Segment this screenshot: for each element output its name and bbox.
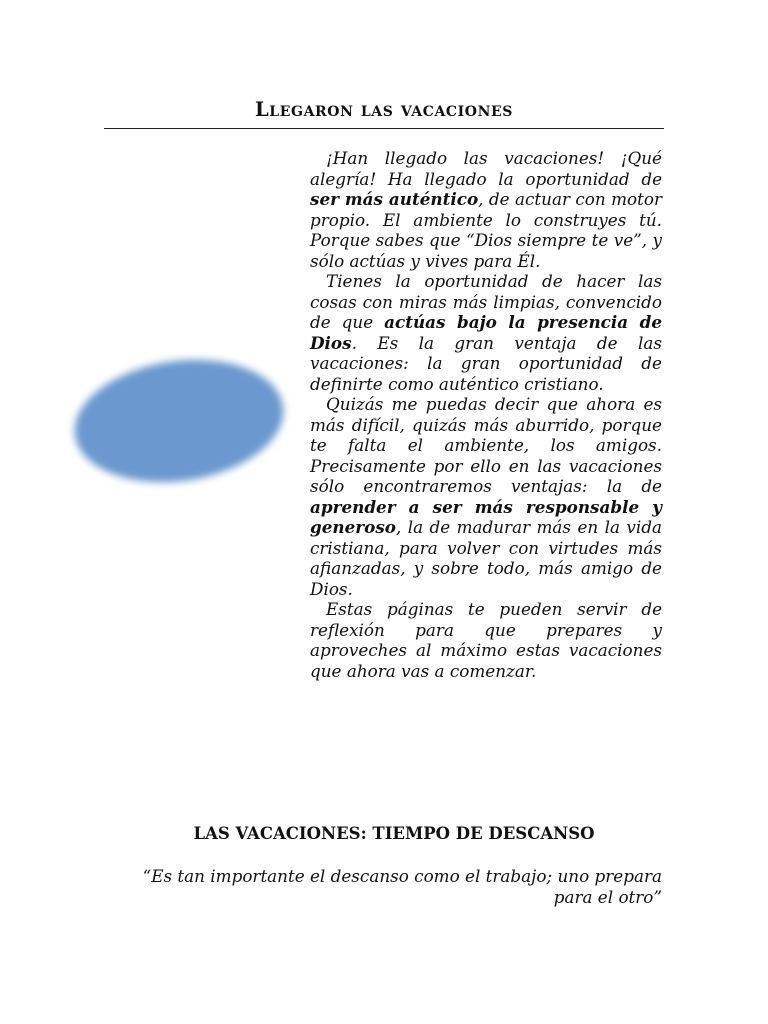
blue-blob-decoration (67, 347, 292, 495)
paragraph-1-run-1: ¡Han llegado las vacaciones! ¡Qué alegría! Ha llegado la oportunidad de (310, 148, 662, 189)
page-title (104, 95, 664, 125)
paragraph-3-bold-run: aprender a ser más responsable y generoso (310, 496, 662, 537)
paragraph-4 (310, 599, 662, 681)
paragraph-2-bold-run: actúas bajo la presencia de Dios (310, 312, 663, 353)
paragraph-1-bold-run: ser más auténtico (310, 189, 479, 209)
title-rule (104, 128, 664, 129)
paragraph-2 (310, 271, 662, 394)
page-title-text: Llegaron las vacaciones (255, 98, 513, 121)
paragraph-2-run-1: Tienes la oportunidad de hacer las cosas con miras más limpias, convencido de que (310, 271, 662, 332)
paragraph-3 (310, 394, 662, 599)
paragraph-3-run-3: , la de madurar más en la vida cristiana, para volver con virtudes más afianzadas, y sobre todo, más amigo de Dios. (310, 517, 662, 599)
paragraph-3-run-1: Quizás me puedas decir que ahora es más difícil, quizás más aburrido, porque te falta el ambiente, los amigos. Precisamente por ello en las vacaciones sólo encontraremos ventajas: la de (310, 394, 662, 496)
body-text (310, 148, 662, 681)
paragraph-1 (310, 148, 662, 271)
paragraph-2-run-3: . Es la gran ventaja de las vacaciones: la gran oportunidad de definirte como auténtico cristiano. (310, 332, 662, 394)
section-heading: LAS VACACIONES: TIEMPO DE DESCANSO (193, 824, 595, 843)
quote: “Es tan importante el descanso como el trabajo; uno prepara para el otro” (142, 866, 662, 907)
paragraph-4-run-1: Estas páginas te pueden servir de reflexión para que prepares y aproveches al máximo estas vacaciones que ahora vas a comenzar. (310, 599, 662, 681)
paragraph-1-run-3: , de actuar con motor propio. El ambiente lo construyes tú. Porque sabes que “Dios siempre te ve”, y sólo actúas y vives para Él. (310, 189, 662, 271)
